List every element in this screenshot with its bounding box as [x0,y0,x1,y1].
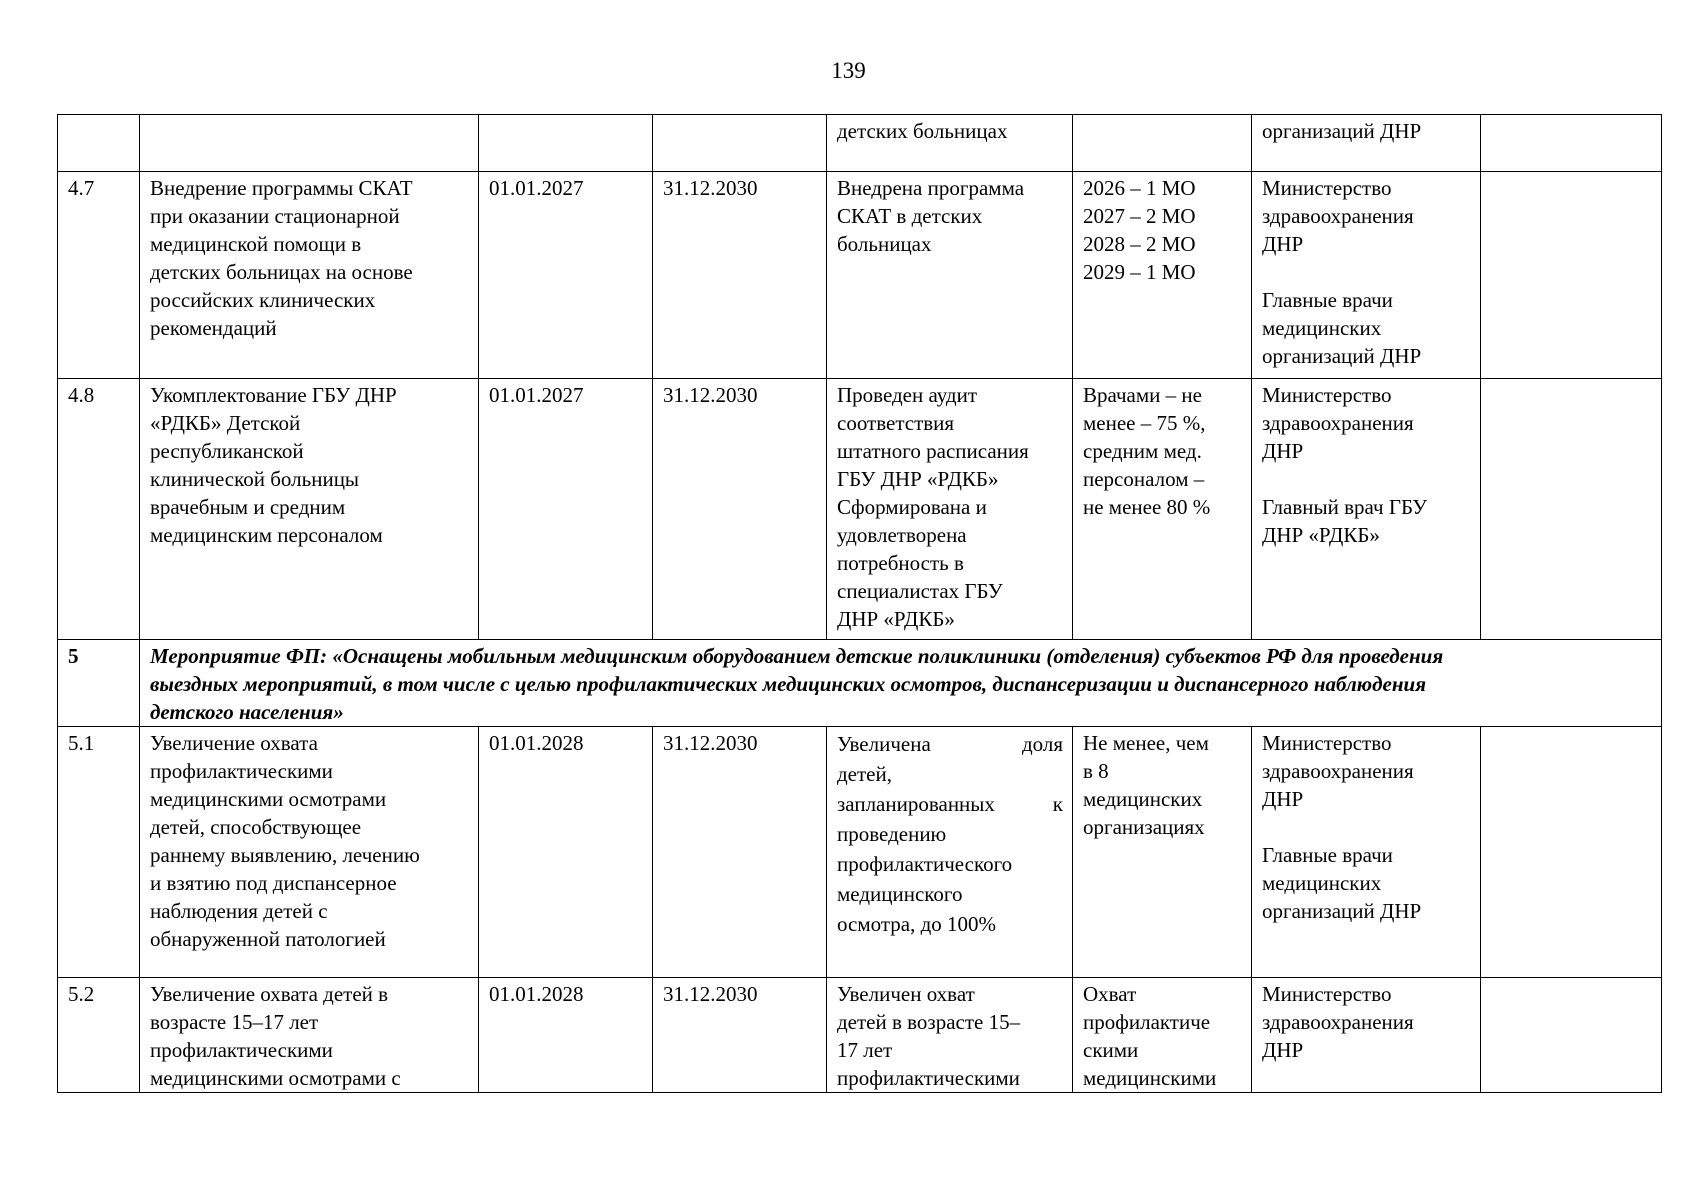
activities-table [57,114,1662,1093]
cell-num: 4.8 [58,379,140,640]
table-row-4-7 [58,172,1662,379]
cell-result: Увеличена доля детей, запланированных к проведению профилактического медицинского осмотра, до 100% [827,727,1073,978]
table-row-4-8 [58,379,1662,640]
cell-note [1481,727,1662,978]
cell-responsible: Министерство здравоохранения ДНР [1252,978,1481,1093]
cell-start [479,115,653,172]
cell-end: 31.12.2030 [653,379,827,640]
cell-note [1481,172,1662,379]
cell-start: 01.01.2028 [479,978,653,1093]
cell-end: 31.12.2030 [653,172,827,379]
cell-end: 31.12.2030 [653,978,827,1093]
cell-start: 01.01.2028 [479,727,653,978]
cell-note [1481,115,1662,172]
cell-name: Увеличение охвата профилактическими медицинскими осмотрами детей, способствующее раннему выявлению, лечению и взятию под диспансерное наблюдения детей с обнаруженной патологией [140,727,479,978]
cell-num: 5.2 [58,978,140,1093]
cell-responsible: Министерство здравоохранения ДНР Главный врач ГБУ ДНР «РДКБ» [1252,379,1481,640]
table-row-section-5 [58,640,1662,727]
cell-indicator: Врачами – не менее – 75 %, средним мед. персоналом – не менее 80 % [1073,379,1252,640]
cell-name [140,115,479,172]
cell-num: 4.7 [58,172,140,379]
table-row-continued [58,115,1662,172]
cell-responsible: организаций ДНР [1252,115,1481,172]
cell-indicator: Охват профилактиче скими медицинскими [1073,978,1252,1093]
cell-responsible: Министерство здравоохранения ДНР Главные врачи медицинских организаций ДНР [1252,172,1481,379]
cell-end: 31.12.2030 [653,727,827,978]
cell-result: детских больницах [827,115,1073,172]
cell-end [653,115,827,172]
cell-name: Внедрение программы СКАТ при оказании стационарной медицинской помощи в детских больницах на основе российских клинических рекомендаций [140,172,479,379]
cell-num: 5.1 [58,727,140,978]
table-row-5-1 [58,727,1662,978]
cell-start: 01.01.2027 [479,379,653,640]
cell-result: Проведен аудит соответствия штатного расписания ГБУ ДНР «РДКБ» Сформирована и удовлетворена потребность в специалистах ГБУ ДНР «РДКБ» [827,379,1073,640]
cell-indicator [1073,115,1252,172]
cell-indicator: Не менее, чем в 8 медицинских организациях [1073,727,1252,978]
cell-start: 01.01.2027 [479,172,653,379]
page-number: 139 [831,58,866,83]
section-title: Мероприятие ФП: «Оснащены мобильным медицинским оборудованием детские поликлиники (отделения) субъектов РФ для проведения выездных мероприятий, в том числе с целью профилактических медицинских осмотров, диспансеризации и диспансерного наблюдения детского населения» [140,640,1662,727]
cell-note [1481,978,1662,1093]
cell-note [1481,379,1662,640]
cell-result: Увеличен охват детей в возрасте 15– 17 лет профилактическими [827,978,1073,1093]
cell-result: Внедрена программа СКАТ в детских больницах [827,172,1073,379]
cell-responsible: Министерство здравоохранения ДНР Главные врачи медицинских организаций ДНР [1252,727,1481,978]
cell-num [58,115,140,172]
cell-name: Увеличение охвата детей в возрасте 15–17 лет профилактическими медицинскими осмотрами с [140,978,479,1093]
section-num: 5 [58,640,140,727]
cell-name: Укомплектование ГБУ ДНР «РДКБ» Детской республиканской клинической больницы врачебным и средним медицинским персоналом [140,379,479,640]
cell-indicator: 2026 – 1 МО 2027 – 2 МО 2028 – 2 МО 2029 – 1 МО [1073,172,1252,379]
table-row-5-2 [58,978,1662,1093]
